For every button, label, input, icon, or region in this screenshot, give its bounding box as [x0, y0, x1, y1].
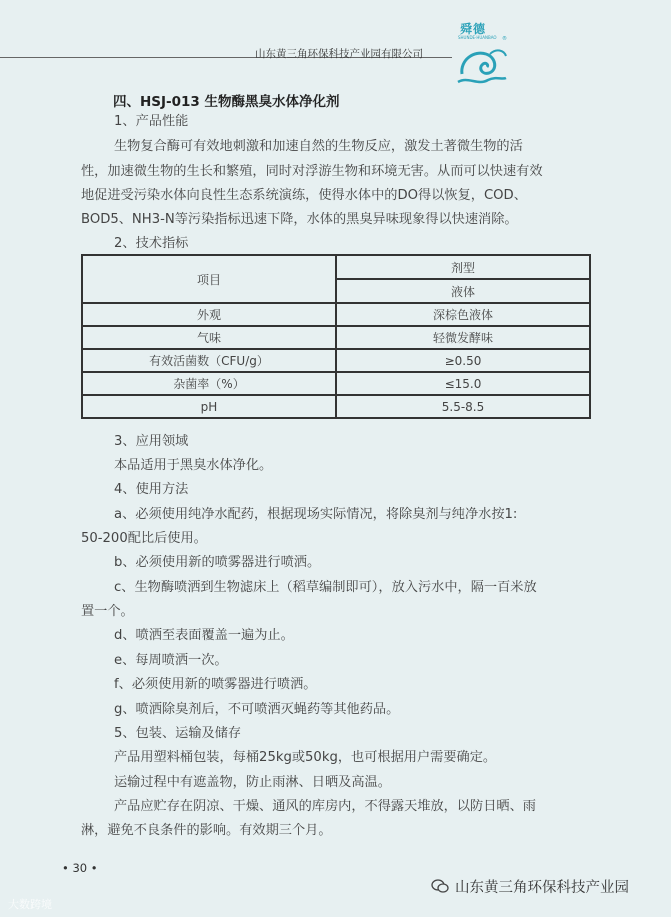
table-cell-value: 5.5-8.5 [336, 395, 590, 418]
table-row [82, 255, 590, 279]
usage-step: c、生物酶喷洒到生物滤床上（稻草编制即可），放入污水中，隔一百米放 [114, 580, 537, 595]
watermark-left: 大数跨境 [8, 898, 52, 911]
usage-step: g、喷洒除臭剂后，不可喷洒灭蝇药等其他药品。 [114, 702, 400, 717]
table-cell-item: pH [82, 395, 336, 418]
table-cell-item: 杂菌率（%） [82, 372, 336, 395]
heading-packaging: 5、包装、运输及储存 [114, 726, 242, 741]
section-title: 四、HSJ-013 生物酶黑臭水体净化剂 [113, 94, 340, 110]
company-name: 山东黄三角环保科技产业园有限公司 [255, 48, 423, 60]
paragraph-line: 运输过程中有遮盖物，防止雨淋、日晒及高温。 [114, 775, 391, 790]
paragraph-line: 产品用塑料桶包装，每桶25kg或50kg，也可根据用户需要确定。 [114, 750, 497, 765]
table-cell-value: 深棕色液体 [336, 303, 590, 326]
usage-step: d、喷洒至表面覆盖一遍为止。 [114, 628, 294, 643]
table-cell-item: 有效活菌数（CFU/g） [82, 349, 336, 372]
usage-step: a、必须使用纯净水配药，根据现场实际情况，将除臭剂与纯净水按1: [114, 507, 518, 522]
page-number: • 30 • [62, 861, 98, 875]
paragraph-line: 地促进受污染水体向良性生态系统演练，使得水体中的DO得以恢复，COD、 [81, 188, 527, 203]
logo-registered-mark: ® [502, 36, 507, 42]
paragraph-line: BOD5、NH3-N等污染指标迅速下降，水体的黑臭异味现象得以快速消除。 [81, 212, 518, 227]
wechat-icon [431, 878, 449, 894]
watermark-account: 山东黄三角环保科技产业园 [455, 880, 629, 896]
table-header-type: 剂型 [336, 255, 590, 279]
logo-subtitle: SHUNDE·HUANBAO [458, 35, 497, 40]
usage-step: b、必须使用新的喷雾器进行喷洒。 [114, 555, 321, 570]
table-row [82, 303, 590, 326]
usage-step: 50-200配比后使用。 [81, 531, 207, 546]
wave-logo-icon [456, 42, 508, 88]
table-row [82, 395, 590, 418]
heading-usage: 4、使用方法 [114, 482, 189, 497]
table-cell-value: ≥0.50 [336, 349, 590, 372]
table-cell-type-value: 液体 [336, 279, 590, 303]
usage-step: f、必须使用新的喷雾器进行喷洒。 [114, 677, 317, 692]
table-cell-value: ≤15.0 [336, 372, 590, 395]
paragraph-line: 生物复合酶可有效地刺激和加速自然的生物反应，激发土著微生物的活 [114, 139, 523, 154]
table-cell-item: 外观 [82, 303, 336, 326]
company-logo [456, 20, 508, 90]
paragraph-line: 性，加速微生物的生长和繁殖，同时对浮游生物和环境无害。从而可以快速有效 [81, 164, 543, 179]
heading-application: 3、应用领域 [114, 434, 189, 449]
paragraph-line: 淋，避免不良条件的影响。有效期三个月。 [81, 823, 332, 838]
heading-product-performance: 1、产品性能 [114, 114, 189, 129]
table-cell-item: 气味 [82, 326, 336, 349]
heading-technical-specs: 2、技术指标 [114, 236, 189, 251]
logo-name: 舜德 [460, 22, 487, 36]
usage-step: e、每周喷洒一次。 [114, 653, 228, 668]
paragraph-line: 本品适用于黑臭水体净化。 [114, 458, 273, 473]
spec-table [81, 254, 591, 419]
usage-step: 置一个。 [81, 604, 134, 619]
table-row [82, 326, 590, 349]
table-row [82, 349, 590, 372]
table-header-item: 项目 [82, 255, 336, 303]
table-cell-value: 轻微发酵味 [336, 326, 590, 349]
table-row [82, 372, 590, 395]
paragraph-line: 产品应贮存在阴凉、干燥、通风的库房内，不得露天堆放，以防日晒、雨 [114, 799, 536, 814]
